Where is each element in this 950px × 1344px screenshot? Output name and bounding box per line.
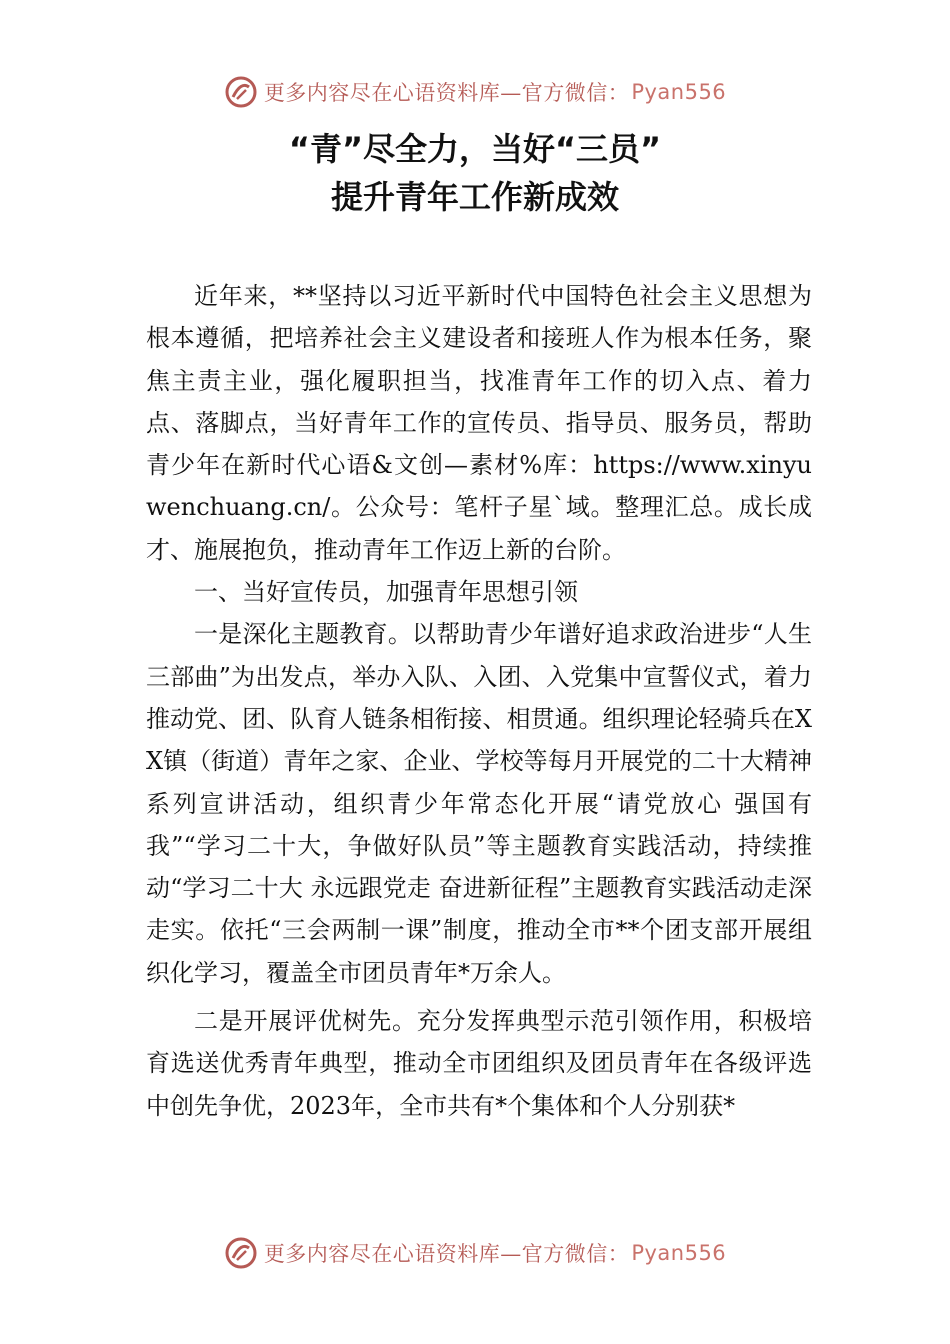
section-heading-1: 一、当好宣传员，加强青年思想引领 bbox=[194, 578, 578, 607]
watermark-account: Pyan556 bbox=[631, 80, 727, 104]
document-body bbox=[146, 275, 812, 1127]
footer-watermark bbox=[0, 1233, 950, 1273]
watermark-text: 更多内容尽在心语资料库—官方微信： bbox=[263, 81, 630, 105]
document-title-line-1: “青”尽全力，当好“三员” bbox=[288, 130, 662, 168]
paragraph-theme-education: 一是深化主题教育。以帮助青少年谱好追求政治进步“人生三部曲”为出发点，举办入队、入团、入党集中宣誓仪式，着力推动党、团、队育人链条相衔接、相贯通。组织理论轻骑兵在XX镇（街道）青年之家、企业、学校等每月开展党的二十大精神系列宣讲活动，组织青少年常态化开展“请党放心 强国有我”“学习二十大，争做好队员”等主题教育实践活动，持续推动“学习二十大 永远跟党走 奋进新征程”主题教育实践活动走深走实。依托“三会两制一课”制度，推动全市**个团支部开展组织化学习，覆盖全市团员青年*万余人。 bbox=[146, 620, 812, 987]
circular-seal-icon bbox=[224, 1236, 258, 1270]
header-watermark bbox=[0, 72, 950, 112]
paragraph-intro: 近年来，**坚持以习近平新时代中国特色社会主义思想为根本遵循，把培养社会主义建设者和接班人作为根本任务，聚焦主责主业，强化履职担当，找准青年工作的切入点、着力点、落脚点，当好青年工作的宣传员、指导员、服务员，帮助青少年在新时代心语&文创—素材%库：https://www.xinyuwenchuang.cn/。公众号：笔杆子星`域。整理汇总。成长成才、施展抱负，推动青年工作迈上新的台阶。 bbox=[146, 282, 812, 564]
watermark-account: Pyan556 bbox=[631, 1241, 727, 1265]
circular-seal-icon bbox=[224, 75, 258, 109]
paragraph-excellence: 二是开展评优树先。充分发挥典型示范引领作用，积极培育选送优秀青年典型，推动全市团组织及团员青年在各级评选中创先争优，2023年，全市共有*个集体和个人分别获* bbox=[146, 1007, 812, 1120]
watermark-text: 更多内容尽在心语资料库—官方微信： bbox=[263, 1242, 630, 1266]
document-title-line-2: 提升青年工作新成效 bbox=[330, 178, 619, 216]
